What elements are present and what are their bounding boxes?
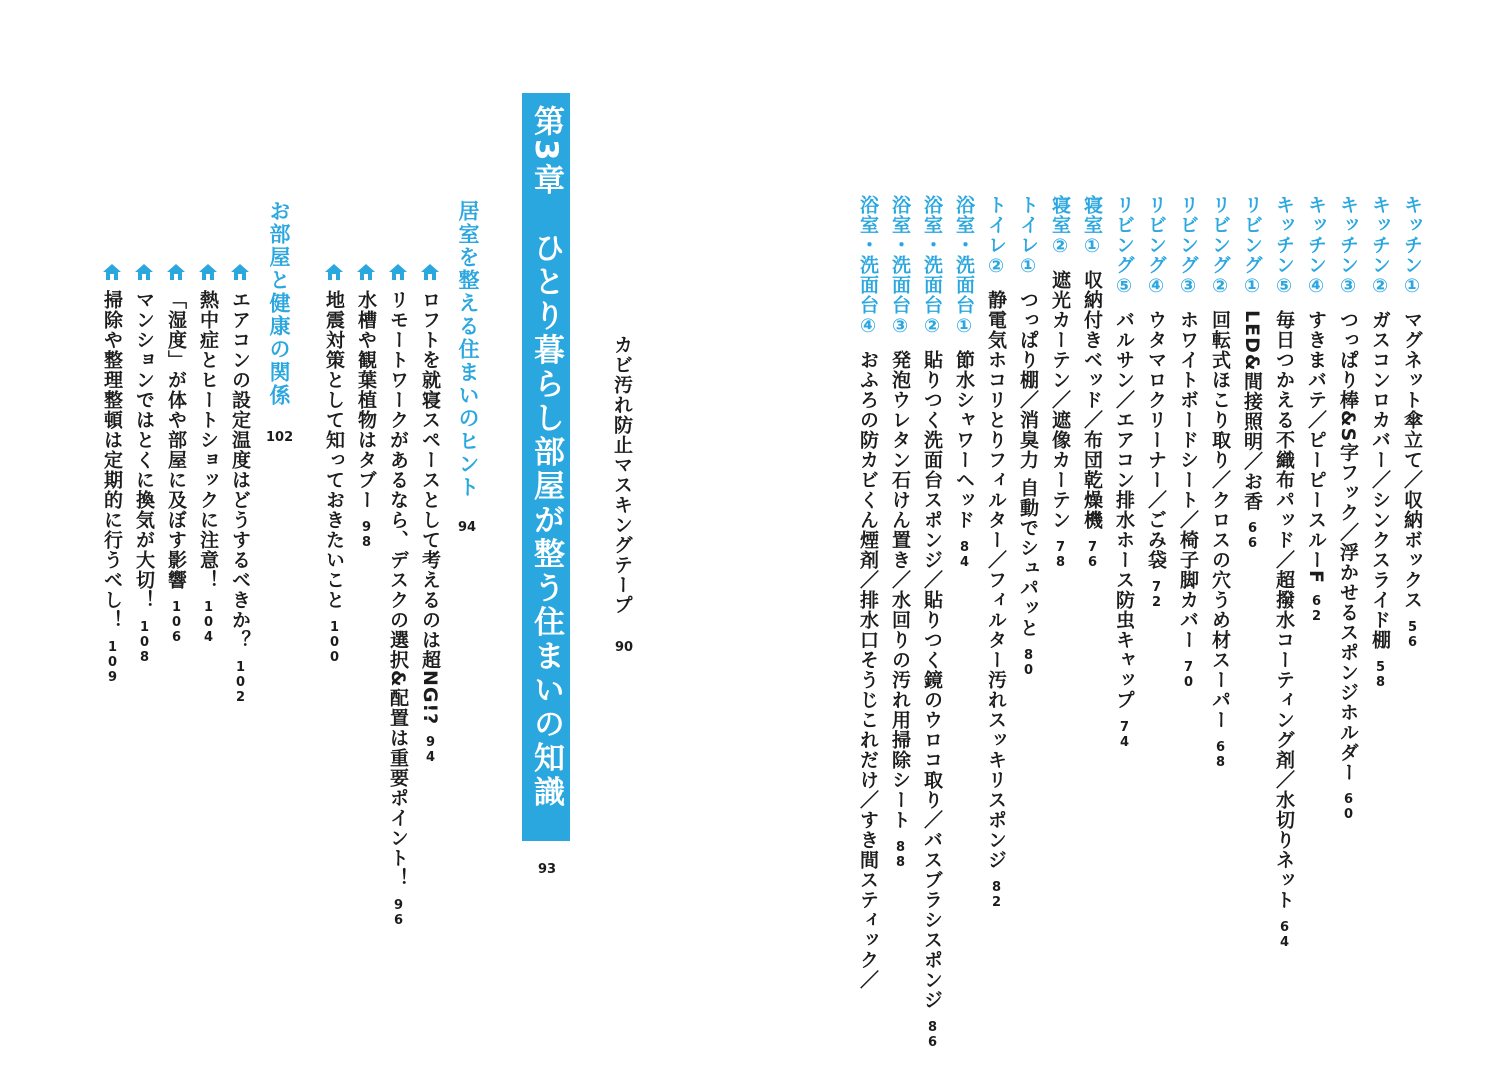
toc-item [132, 262, 156, 665]
toc-entry-page: 66 [1245, 521, 1260, 552]
section1-heading: 居室を整える住まいのヒント [456, 200, 480, 499]
toc-entry [1400, 195, 1424, 650]
toc-entry-title: バルサン／エアコン排水ホース防虫キャップ [1113, 310, 1135, 710]
toc-entry-title: ガスコンロカバー／シンクスライド棚 [1369, 310, 1391, 650]
toc-entry-title: マグネット傘立て／収納ボックス [1401, 310, 1423, 610]
toc-entry-category: キッチン③ [1337, 195, 1359, 298]
toc-item [418, 262, 442, 765]
toc-entry [952, 195, 976, 570]
toc-entry-page: 84 [957, 540, 972, 570]
toc-entry-category: 寝室① [1081, 195, 1103, 258]
toc-entry-page: 82 [989, 880, 1004, 910]
toc-entry-page: 58 [1373, 660, 1388, 690]
toc-entry-title: 毎日つかえる不織布パッド／超撥水コーティング剤／水切りネット [1273, 310, 1295, 910]
toc-entry [1080, 195, 1104, 570]
toc-entry-category: トイレ② [985, 195, 1007, 278]
toc-entry-category: リビング② [1209, 195, 1231, 298]
toc-entry-page: 78 [1053, 540, 1068, 570]
toc-entry [1304, 195, 1328, 624]
toc-item-page: 94 [423, 735, 438, 766]
toc-entry-title: 収納付きベッド／布団乾燥機 [1081, 270, 1103, 530]
toc-entry-category: トイレ① [1017, 195, 1039, 278]
toc-entry [1144, 195, 1168, 610]
chapter-title: 第3章 ひとり暮らし部屋が整う住まいの知識 [528, 105, 564, 810]
toc-item-page: 104 [201, 600, 216, 645]
toc-entry-title: ウタマロクリーナー／ごみ袋 [1145, 310, 1167, 570]
toc-entry [1016, 195, 1040, 678]
toc-entry-category: リビング③ [1177, 195, 1199, 298]
toc-entry-page: 76 [1085, 540, 1100, 570]
toc-entry-title: 発泡ウレタン石けん置き／水回りの汚れ用掃除シート [889, 350, 911, 830]
toc-entry-title: 遮光カーテン／遮像カーテン [1049, 270, 1071, 530]
toc-entry-page: 74 [1117, 720, 1132, 750]
toc-entry-page: 64 [1277, 920, 1292, 950]
toc-entry [1208, 195, 1232, 770]
toc-item-title: ロフトを就寝スペースとして考えるのは超NG!? [419, 290, 441, 726]
house-icon [230, 262, 250, 282]
toc-item-title: マンションではとくに換気が大切！ [133, 290, 155, 610]
toc-item [354, 262, 378, 550]
toc-entry-category: リビング⑤ [1113, 195, 1135, 298]
house-icon [388, 262, 408, 282]
toc-entry-title: 貼りつく洗面台スポンジ／貼りつく鏡のウロコ取り／バスブラシスポンジ [921, 350, 943, 1010]
toc-entry [856, 195, 880, 990]
house-icon [102, 262, 122, 282]
toc-item-page: 96 [391, 897, 406, 928]
toc-entry [1240, 195, 1264, 551]
toc-entry-category: 浴室・洗面台③ [889, 195, 911, 338]
toc-item [322, 262, 346, 665]
toc-item-title: リモートワークがあるなら、デスクの選択&配置は重要ポイント！ [387, 290, 409, 888]
toc-entry-page: 70 [1181, 660, 1196, 690]
toc-item-title: 「湿度」が体や部屋に及ぼす影響 [165, 290, 187, 590]
toc-entry [888, 195, 912, 870]
toc-item-page: 98 [359, 520, 374, 550]
toc-entry-category: リビング① [1241, 195, 1263, 298]
toc-entry-page: 68 [1213, 740, 1228, 770]
toc-entry-category: キッチン⑤ [1273, 195, 1295, 298]
toc-item-page: 102 [233, 660, 248, 705]
chapter-page: 93 [538, 862, 557, 877]
toc-entry-title: 節水シャワーヘッド [953, 350, 975, 530]
toc-entry-category: キッチン② [1369, 195, 1391, 298]
toc-item [164, 262, 188, 645]
toc-entry-title: 回転式ほこり取り／クロスの穴うめ材スーパー [1209, 310, 1231, 730]
toc-entry-category: 浴室・洗面台① [953, 195, 975, 338]
toc-item [196, 262, 220, 645]
toc-entry-page: 62 [1309, 593, 1324, 624]
toc-entry [1336, 195, 1360, 822]
toc-entry-title: つっぱり棒&S字フック／浮かせるスポンジホルダー [1337, 310, 1359, 783]
toc-entry-category: 浴室・洗面台④ [857, 195, 879, 338]
toc-entry [1272, 195, 1296, 950]
house-icon [134, 262, 154, 282]
toc-entry [984, 195, 1008, 910]
toc-entry-category: キッチン④ [1305, 195, 1327, 298]
toc-entry-page: 88 [893, 840, 908, 870]
toc-entry [1112, 195, 1136, 750]
toc-entry-category: キッチン① [1401, 195, 1423, 298]
toc-entry [1048, 195, 1072, 570]
toc-entry-title: つっぱり棚／消臭力 自動でシュパッと [1017, 290, 1039, 638]
toc-entry-category: 浴室・洗面台② [921, 195, 943, 338]
toc-item-page: 100 [327, 620, 342, 665]
toc-entry-page: 72 [1149, 580, 1164, 610]
toc-item [100, 262, 124, 685]
section2-heading: お部屋と健康の関係 [267, 200, 291, 407]
toc-item-page: 108 [137, 620, 152, 665]
house-icon [324, 262, 344, 282]
toc-entry [1368, 195, 1392, 690]
toc-continuation-page: 90 [615, 640, 634, 655]
toc-entry-title: すきまバテ／ピーピースルーF [1305, 310, 1327, 584]
toc-entry-title: LED&間接照明／お香 [1241, 310, 1263, 512]
toc-entry-category: 寝室② [1049, 195, 1071, 258]
toc-item-page: 109 [105, 640, 120, 685]
toc-entry-category: リビング④ [1145, 195, 1167, 298]
toc-entry-page: 80 [1021, 647, 1036, 678]
toc-entry-title: 静電気ホコリとりフィルター／フィルター汚れスッキリスポンジ [985, 290, 1007, 870]
house-icon [420, 262, 440, 282]
toc-entry-title: ホワイトボードシート／椅子脚カバー [1177, 310, 1199, 650]
toc-entry [920, 195, 944, 1050]
toc-item-title: エアコンの設定温度はどうするべきか？ [229, 290, 251, 650]
section2-page: 102 [266, 430, 294, 445]
toc-item-title: 水槽や観葉植物はタブー [355, 290, 377, 510]
toc-item [386, 262, 410, 928]
toc-continuation-text: カビ汚れ防止マスキングテープ [611, 335, 633, 615]
toc-entry-title: おふろの防カビくん煙剤／排水口そうじこれだけ／すき間スティック／ [857, 350, 879, 990]
toc-item-title: 地震対策として知っておきたいこと [323, 290, 345, 610]
house-icon [166, 262, 186, 282]
house-icon [198, 262, 218, 282]
toc-item-title: 熱中症とヒートショックに注意！ [197, 290, 219, 590]
section1-page: 94 [458, 520, 477, 535]
toc-entry [1176, 195, 1200, 690]
toc-item [228, 262, 252, 705]
toc-item-title: 掃除や整理整頓は定期的に行うべし！ [101, 290, 123, 630]
house-icon [356, 262, 376, 282]
toc-continuation [610, 335, 634, 615]
toc-item-page: 106 [169, 600, 184, 645]
toc-entry-page: 86 [925, 1020, 940, 1050]
toc-entry-page: 56 [1405, 620, 1420, 650]
toc-entry-page: 60 [1341, 792, 1356, 823]
